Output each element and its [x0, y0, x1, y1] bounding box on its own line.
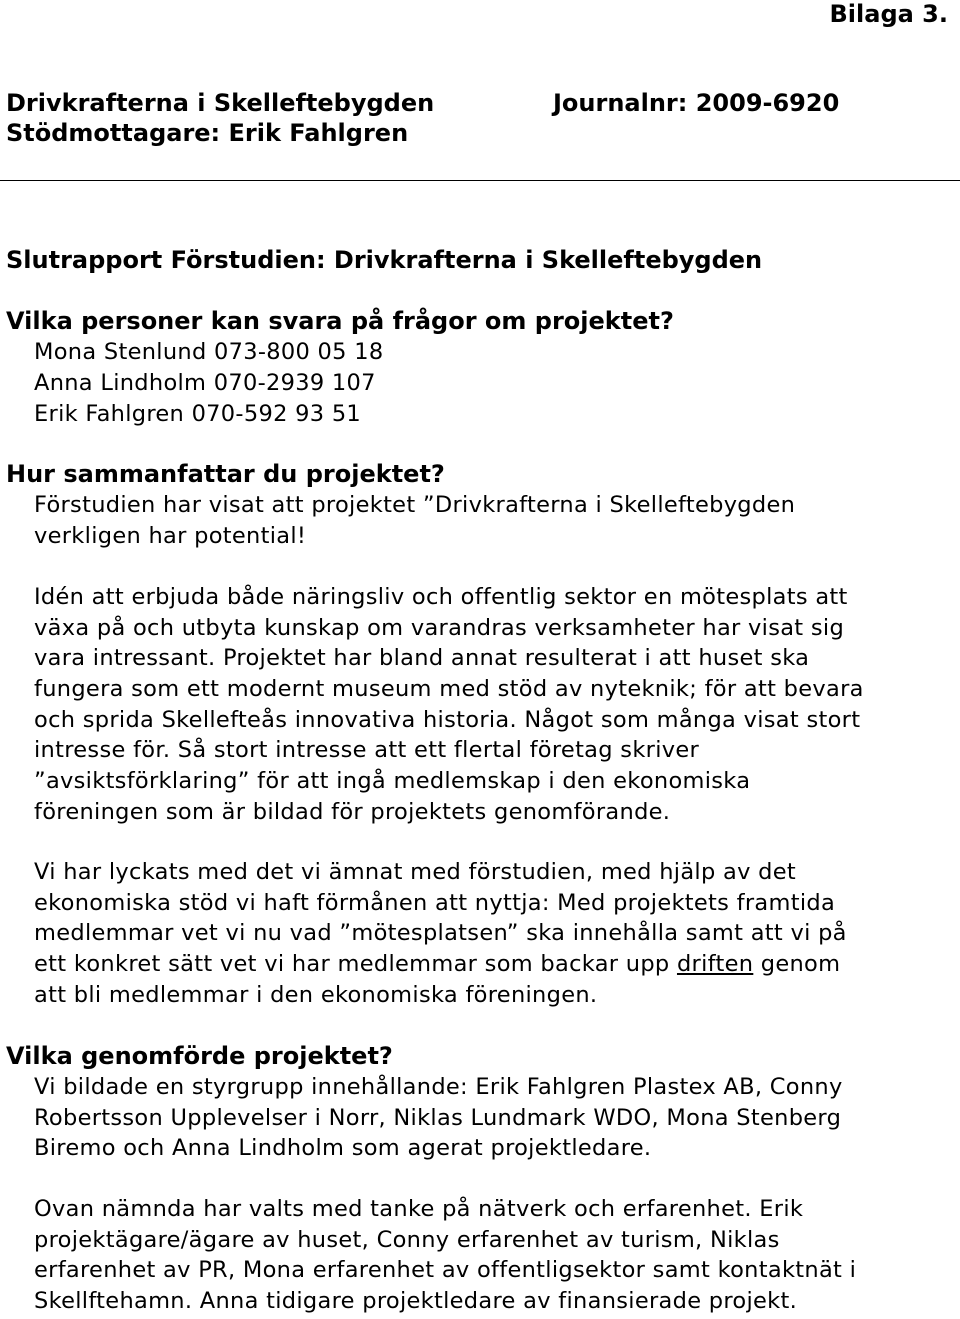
text-segment: ett konkret sätt vet vi har medlemmar som backar upp	[34, 951, 677, 978]
attachment-label: Bilaga 3.	[829, 0, 948, 28]
text-line: och sprida Skellefteås innovativa historia. Något som många visat stort	[34, 706, 861, 733]
contacts-heading: Vilka personer kan svara på frågor om projektet?	[6, 307, 674, 335]
summary-paragraph-2	[34, 582, 864, 828]
text-line: Skellftehamn. Anna tidigare projektledare av finansierade projekt.	[34, 1288, 798, 1315]
text-line: projektägare/ägare av huset, Conny erfarenhet av turism, Niklas	[34, 1226, 780, 1253]
contact-item: Erik Fahlgren 070-592 93 51	[34, 401, 362, 427]
recipient: Stödmottagare: Erik Fahlgren	[6, 119, 409, 147]
execution-heading: Vilka genomförde projektet?	[6, 1042, 393, 1070]
text-line: att bli medlemmar i den ekonomiska föreningen.	[34, 981, 598, 1008]
text-line: verkligen har potential!	[34, 522, 307, 549]
text-line: Vi har lyckats med det vi ämnat med förstudien, med hjälp av det	[34, 859, 797, 885]
text-line: Biremo och Anna Lindholm som agerat projektledare.	[34, 1135, 652, 1162]
text-segment: genom	[753, 951, 841, 978]
summary-paragraph-3	[34, 857, 847, 1010]
text-line: ekonomiska stöd vi haft förmånen att nyttja: Med projektets framtida	[34, 889, 836, 916]
text-line: intresse för. Så stort intresse att ett flertal företag skriver	[34, 737, 700, 764]
text-line: fungera som ett modernt museum med stöd av nyteknik; för att bevara	[34, 676, 864, 703]
contact-list	[34, 337, 383, 430]
text-line: vara intressant. Projektet har bland annat resulterat i att huset ska	[34, 645, 810, 672]
report-title: Slutrapport Förstudien: Drivkrafterna i Skelleftebygden	[6, 246, 763, 274]
summary-heading: Hur sammanfattar du projektet?	[6, 460, 445, 488]
contact-item: Mona Stenlund 073-800 05 18	[34, 339, 384, 365]
underlined-word: driften	[676, 951, 754, 978]
text-line: Förstudien har visat att projektet ”Drivkrafterna i Skelleftebygden	[34, 492, 796, 518]
text-line: erfarenhet av PR, Mona erfarenhet av offentligsektor samt kontaktnät i	[34, 1257, 857, 1284]
text-line: växa på och utbyta kunskap om varandras verksamheter har visat sig	[34, 614, 845, 641]
text-line: Ovan nämnda har valts med tanke på nätverk och erfarenhet. Erik	[34, 1196, 804, 1222]
execution-paragraph-2	[34, 1194, 856, 1317]
text-line	[34, 949, 847, 980]
header-divider	[0, 180, 960, 181]
text-line: Vi bildade en styrgrupp innehållande: Erik Fahlgren Plastex AB, Conny	[34, 1074, 843, 1100]
project-name: Drivkrafterna i Skelleftebygden	[6, 89, 435, 117]
contact-item: Anna Lindholm 070-2939 107	[34, 370, 376, 396]
summary-paragraph-1	[34, 490, 795, 551]
text-line: föreningen som är bildad för projektets genomförande.	[34, 798, 671, 825]
text-line: ”avsiktsförklaring” för att ingå medlemskap i den ekonomiska	[34, 768, 751, 795]
journal-number: Journalnr: 2009-6920	[553, 89, 840, 117]
text-line: Idén att erbjuda både näringsliv och offentlig sektor en mötesplats att	[34, 584, 848, 610]
text-line: Robertsson Upplevelser i Norr, Niklas Lundmark WDO, Mona Stenberg	[34, 1104, 842, 1131]
execution-paragraph-1	[34, 1072, 843, 1164]
text-line: medlemmar vet vi nu vad ”mötesplatsen” ska innehålla samt att vi på	[34, 920, 847, 947]
